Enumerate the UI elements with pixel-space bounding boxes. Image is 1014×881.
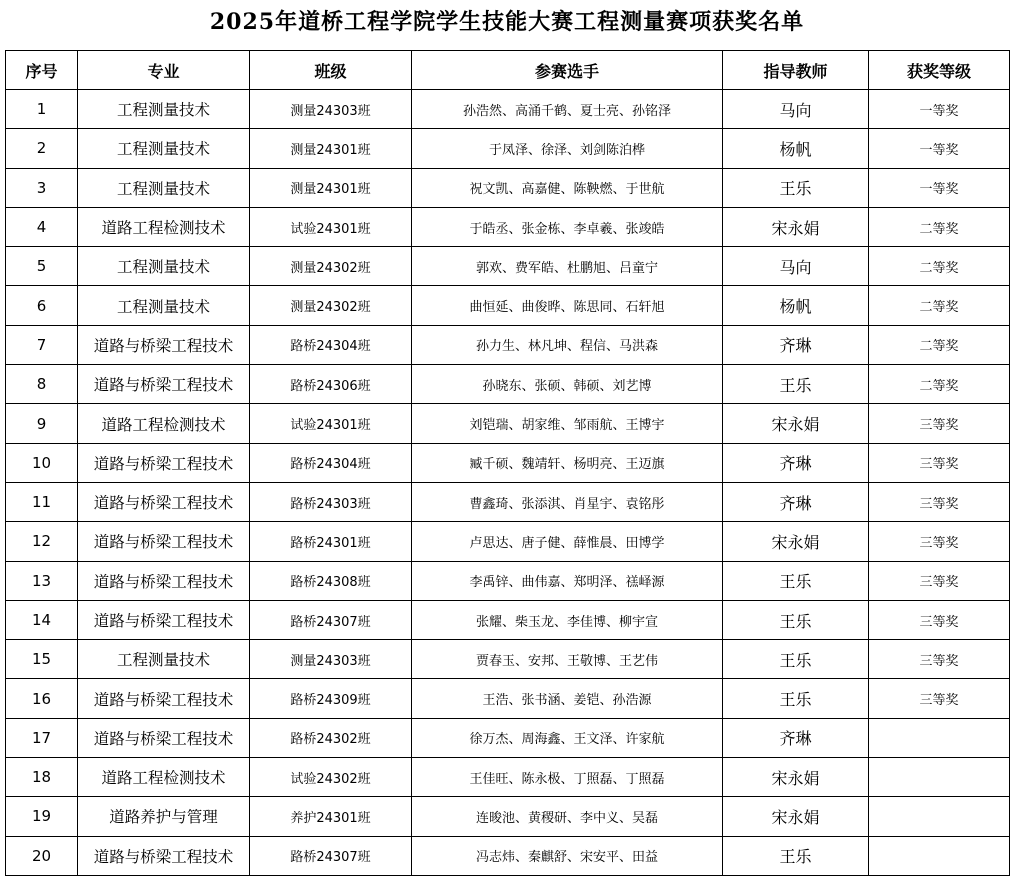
cell-players: 孙晓东、张硕、韩硕、刘艺博 (412, 365, 723, 404)
cell-players: 臧千硕、魏靖轩、杨明亮、王迈旗 (412, 443, 723, 482)
cell-players: 于凤泽、徐泽、刘剑陈泊桦 (412, 129, 723, 168)
cell-award: 二等奖 (869, 325, 1010, 364)
cell-no: 9 (6, 404, 78, 443)
cell-award (869, 836, 1010, 875)
table-row (6, 600, 1010, 639)
cell-major: 道路与桥梁工程技术 (78, 836, 250, 875)
cell-players: 刘铠瑞、胡家维、邹雨航、王博宇 (412, 404, 723, 443)
cell-class: 路桥24306班 (250, 365, 412, 404)
cell-award: 三等奖 (869, 600, 1010, 639)
cell-major: 道路工程检测技术 (78, 758, 250, 797)
cell-players: 王佳旺、陈永极、丁照磊、丁照磊 (412, 758, 723, 797)
table-row (6, 679, 1010, 718)
cell-award: 一等奖 (869, 90, 1010, 129)
cell-class: 路桥24307班 (250, 600, 412, 639)
cell-award: 三等奖 (869, 482, 1010, 521)
cell-major: 道路与桥梁工程技术 (78, 443, 250, 482)
cell-class: 路桥24309班 (250, 679, 412, 718)
table-row (6, 247, 1010, 286)
cell-teacher: 王乐 (723, 365, 869, 404)
cell-teacher: 齐琳 (723, 443, 869, 482)
cell-teacher: 宋永娟 (723, 522, 869, 561)
cell-players: 贾春玉、安邦、王敬博、王艺伟 (412, 640, 723, 679)
header-major: 专业 (78, 51, 250, 90)
cell-award: 二等奖 (869, 247, 1010, 286)
cell-teacher: 马向 (723, 247, 869, 286)
cell-no: 19 (6, 797, 78, 836)
cell-class: 测量24303班 (250, 640, 412, 679)
cell-teacher: 王乐 (723, 836, 869, 875)
table-row (6, 207, 1010, 246)
cell-class: 路桥24304班 (250, 443, 412, 482)
table-row (6, 443, 1010, 482)
cell-class: 路桥24304班 (250, 325, 412, 364)
table-header-row (6, 51, 1010, 90)
cell-teacher: 王乐 (723, 640, 869, 679)
cell-major: 道路工程检测技术 (78, 207, 250, 246)
cell-no: 15 (6, 640, 78, 679)
cell-class: 路桥24301班 (250, 522, 412, 561)
cell-award (869, 718, 1010, 757)
cell-major: 工程测量技术 (78, 286, 250, 325)
cell-class: 试验24302班 (250, 758, 412, 797)
table-row (6, 836, 1010, 875)
cell-players: 连晙池、黄稷研、李中义、吴磊 (412, 797, 723, 836)
cell-award: 一等奖 (869, 168, 1010, 207)
cell-major: 工程测量技术 (78, 247, 250, 286)
table-row (6, 325, 1010, 364)
cell-no: 13 (6, 561, 78, 600)
cell-no: 11 (6, 482, 78, 521)
cell-award (869, 758, 1010, 797)
cell-class: 路桥24308班 (250, 561, 412, 600)
cell-teacher: 马向 (723, 90, 869, 129)
cell-major: 道路工程检测技术 (78, 404, 250, 443)
cell-no: 2 (6, 129, 78, 168)
cell-no: 1 (6, 90, 78, 129)
table-row (6, 797, 1010, 836)
cell-teacher: 齐琳 (723, 325, 869, 364)
cell-no: 20 (6, 836, 78, 875)
cell-class: 试验24301班 (250, 207, 412, 246)
cell-award: 二等奖 (869, 207, 1010, 246)
cell-no: 3 (6, 168, 78, 207)
cell-major: 道路与桥梁工程技术 (78, 679, 250, 718)
cell-players: 曹鑫琦、张添淇、肖星宇、袁铭彤 (412, 482, 723, 521)
cell-players: 徐万杰、周海鑫、王文泽、许家航 (412, 718, 723, 757)
cell-players: 王浩、张书涵、姜铠、孙浩源 (412, 679, 723, 718)
cell-class: 测量24301班 (250, 168, 412, 207)
table-row (6, 561, 1010, 600)
table-row (6, 522, 1010, 561)
cell-no: 16 (6, 679, 78, 718)
cell-no: 4 (6, 207, 78, 246)
cell-players: 于皓丞、张金栋、李卓羲、张竣皓 (412, 207, 723, 246)
cell-no: 12 (6, 522, 78, 561)
cell-players: 卢思达、唐子健、薛惟晨、田博学 (412, 522, 723, 561)
cell-major: 工程测量技术 (78, 90, 250, 129)
cell-award: 二等奖 (869, 286, 1010, 325)
cell-class: 试验24301班 (250, 404, 412, 443)
cell-major: 道路与桥梁工程技术 (78, 718, 250, 757)
cell-no: 7 (6, 325, 78, 364)
cell-teacher: 宋永娟 (723, 797, 869, 836)
cell-award: 三等奖 (869, 640, 1010, 679)
cell-award: 三等奖 (869, 561, 1010, 600)
cell-players: 祝文凯、高嘉健、陈鞅燃、于世航 (412, 168, 723, 207)
cell-teacher: 杨帆 (723, 129, 869, 168)
cell-teacher: 宋永娟 (723, 207, 869, 246)
cell-players: 曲恒延、曲俊晔、陈思同、石轩旭 (412, 286, 723, 325)
cell-players: 张耀、柴玉龙、李佳博、柳宇宣 (412, 600, 723, 639)
cell-class: 路桥24303班 (250, 482, 412, 521)
table-row (6, 718, 1010, 757)
cell-no: 8 (6, 365, 78, 404)
award-table (5, 50, 1010, 876)
cell-class: 测量24303班 (250, 90, 412, 129)
cell-no: 6 (6, 286, 78, 325)
cell-players: 孙浩然、高涌千鹤、夏士亮、孙铭泽 (412, 90, 723, 129)
cell-class: 路桥24307班 (250, 836, 412, 875)
table-row (6, 286, 1010, 325)
cell-major: 工程测量技术 (78, 640, 250, 679)
cell-teacher: 王乐 (723, 561, 869, 600)
header-award: 获奖等级 (869, 51, 1010, 90)
cell-major: 工程测量技术 (78, 168, 250, 207)
cell-no: 10 (6, 443, 78, 482)
cell-major: 道路与桥梁工程技术 (78, 482, 250, 521)
cell-class: 测量24301班 (250, 129, 412, 168)
page-title: 2025年道桥工程学院学生技能大赛工程测量赛项获奖名单 (209, 9, 805, 35)
cell-no: 17 (6, 718, 78, 757)
cell-major: 道路与桥梁工程技术 (78, 522, 250, 561)
cell-major: 道路与桥梁工程技术 (78, 600, 250, 639)
table-row (6, 168, 1010, 207)
header-class: 班级 (250, 51, 412, 90)
cell-class: 养护24301班 (250, 797, 412, 836)
cell-no: 5 (6, 247, 78, 286)
table-row (6, 365, 1010, 404)
cell-class: 路桥24302班 (250, 718, 412, 757)
header-players: 参赛选手 (412, 51, 723, 90)
cell-teacher: 宋永娟 (723, 404, 869, 443)
cell-teacher: 杨帆 (723, 286, 869, 325)
cell-teacher: 王乐 (723, 679, 869, 718)
cell-award: 二等奖 (869, 365, 1010, 404)
cell-players: 李禹锌、曲伟嘉、郑明泽、禚峄源 (412, 561, 723, 600)
cell-award: 三等奖 (869, 522, 1010, 561)
cell-class: 测量24302班 (250, 286, 412, 325)
cell-award: 三等奖 (869, 443, 1010, 482)
cell-teacher: 齐琳 (723, 482, 869, 521)
table-row (6, 640, 1010, 679)
cell-teacher: 齐琳 (723, 718, 869, 757)
table-row (6, 129, 1010, 168)
cell-players: 孙力生、林凡坤、程信、马洪森 (412, 325, 723, 364)
cell-award: 一等奖 (869, 129, 1010, 168)
cell-award (869, 797, 1010, 836)
table-row (6, 482, 1010, 521)
cell-major: 道路与桥梁工程技术 (78, 365, 250, 404)
cell-teacher: 王乐 (723, 600, 869, 639)
cell-no: 14 (6, 600, 78, 639)
header-no: 序号 (6, 51, 78, 90)
cell-no: 18 (6, 758, 78, 797)
cell-major: 道路与桥梁工程技术 (78, 561, 250, 600)
cell-teacher: 王乐 (723, 168, 869, 207)
cell-award: 三等奖 (869, 404, 1010, 443)
cell-teacher: 宋永娟 (723, 758, 869, 797)
table-row (6, 404, 1010, 443)
cell-major: 工程测量技术 (78, 129, 250, 168)
table-row (6, 90, 1010, 129)
cell-class: 测量24302班 (250, 247, 412, 286)
cell-award: 三等奖 (869, 679, 1010, 718)
table-row (6, 758, 1010, 797)
cell-players: 郭欢、费军皓、杜鹏旭、吕童宁 (412, 247, 723, 286)
cell-major: 道路与桥梁工程技术 (78, 325, 250, 364)
cell-major: 道路养护与管理 (78, 797, 250, 836)
header-teacher: 指导教师 (723, 51, 869, 90)
cell-players: 冯志炜、秦麒舒、宋安平、田益 (412, 836, 723, 875)
